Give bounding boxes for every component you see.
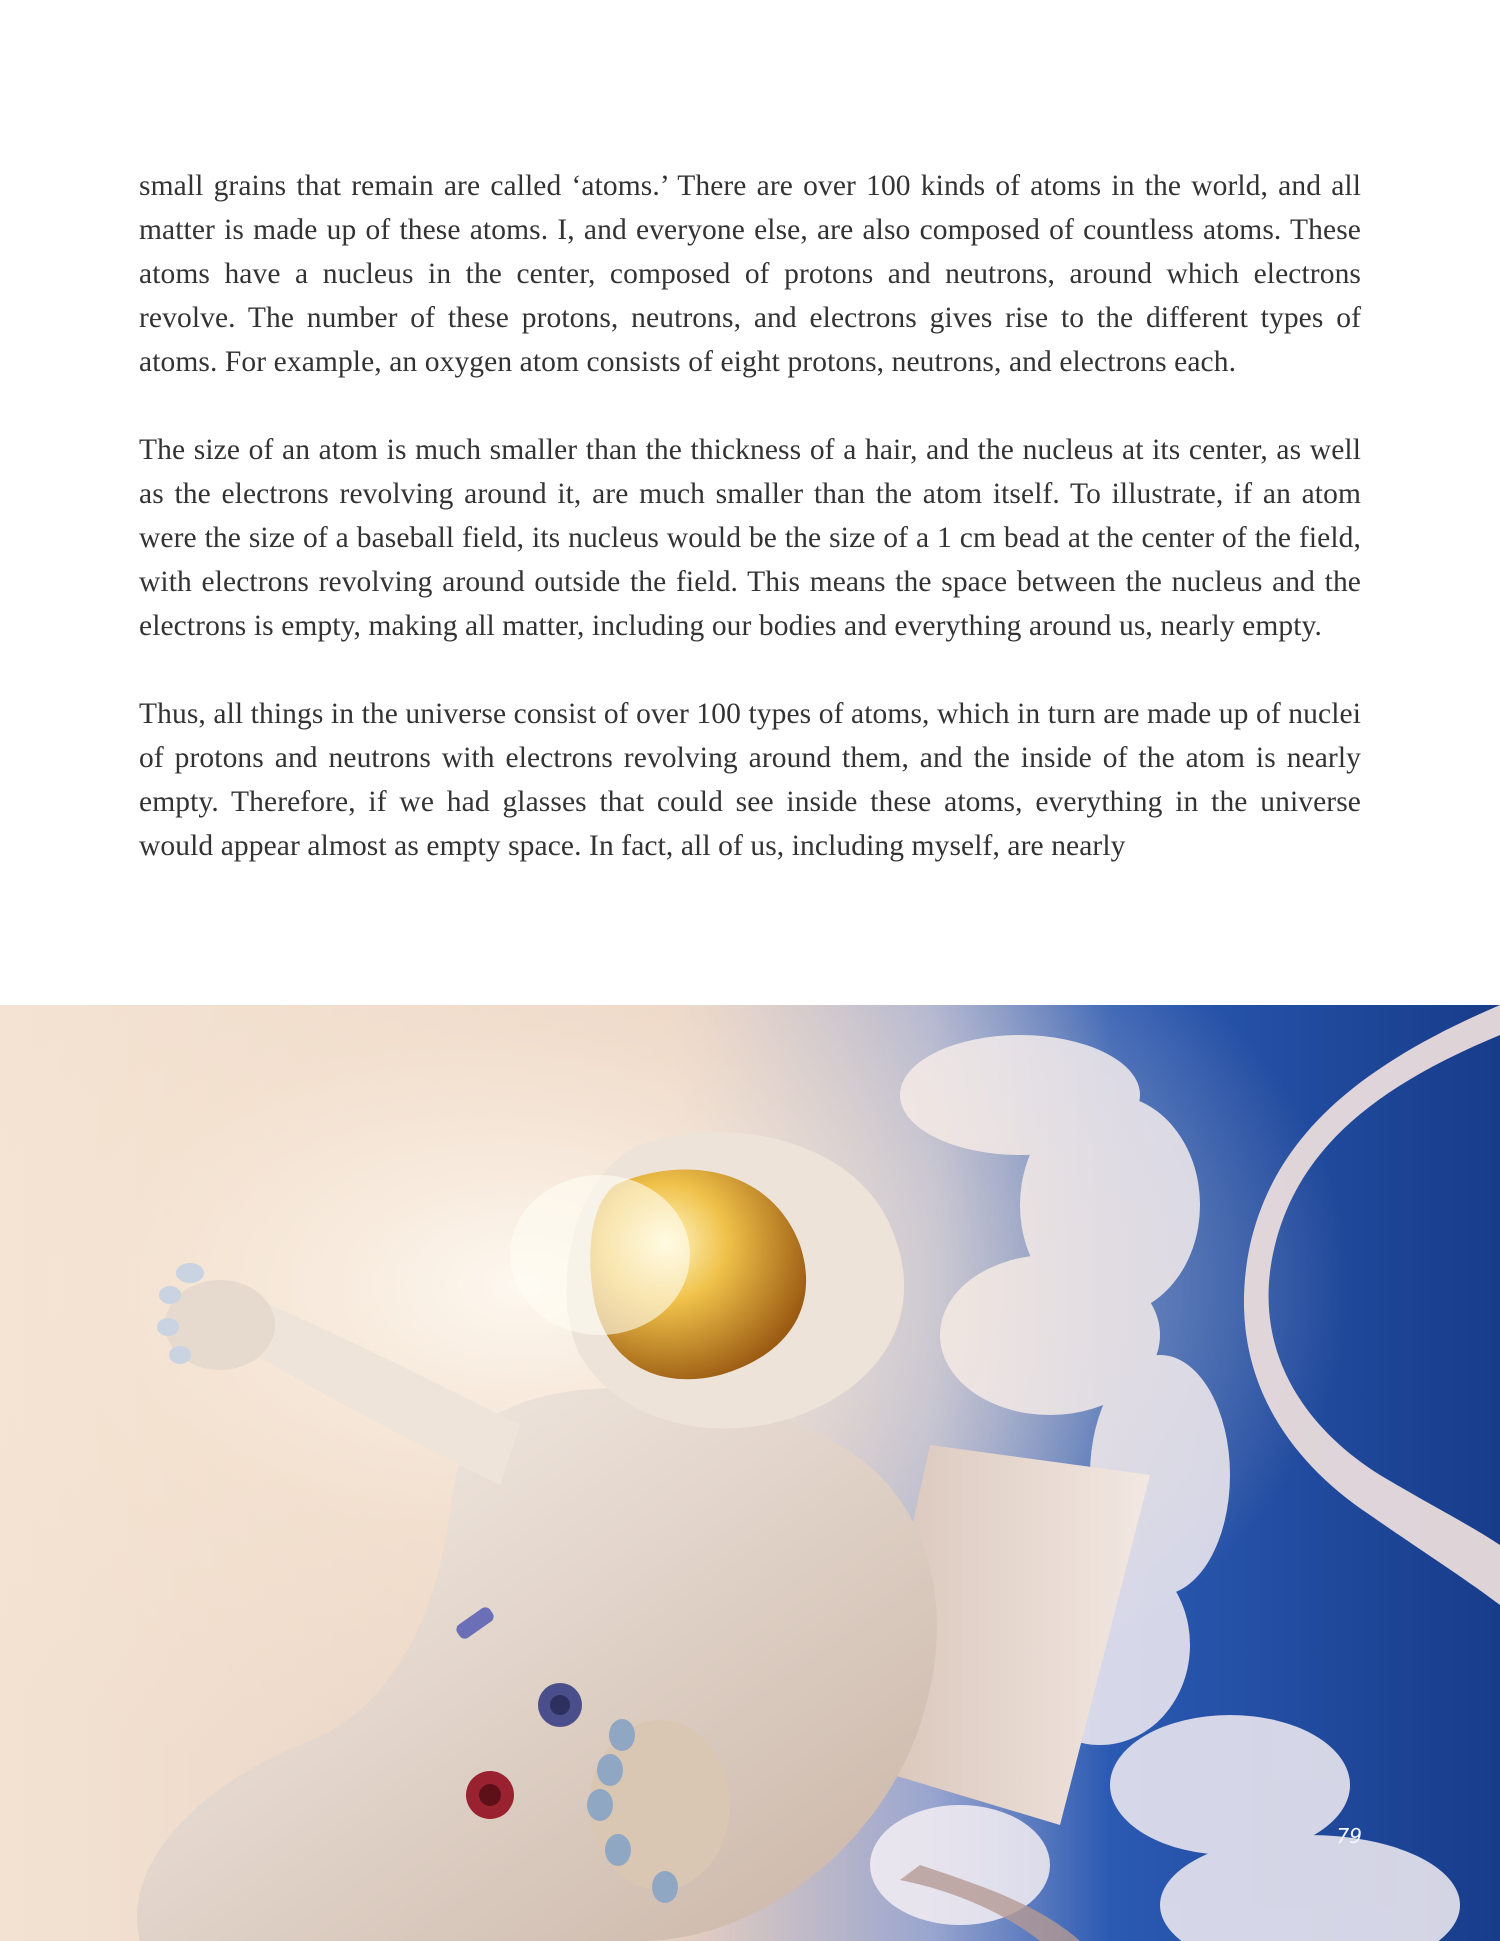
page-number: 79 (1336, 1824, 1362, 1848)
astronaut-photo (0, 1005, 1500, 1941)
visor-flare (510, 1175, 690, 1335)
body-text (139, 164, 1361, 912)
paragraph-3: Thus, all things in the universe consist of over 100 types of atoms, which in turn are made up of nuclei of protons and neutrons with electrons revolving around them, and the inside of the atom is nearly empty. Therefore, if we had glasses that could see inside these atoms, everything in the universe would appear almost as empty space. In fact, all of us, including myself, are nearly (139, 698, 1361, 862)
paragraph-1: small grains that remain are called ‘atoms.’ There are over 100 kinds of atoms in the world, and all matter is made up of these atoms. I, and everyone else, are also composed of countless atoms. These atoms have a nucleus in the center, composed of protons and neutrons, around which electrons revolve. The number of these protons, neutrons, and electrons gives rise to the different types of atoms. For example, an oxygen atom consists of eight protons, neutrons, and electrons each. (139, 170, 1361, 378)
paragraph-2: The size of an atom is much smaller than the thickness of a hair, and the nucleus at its center, as well as the electrons revolving around it, are much smaller than the atom itself. To illustrate, if an atom were the size of a baseball field, its nucleus would be the size of a 1 cm bead at the center of the field, with electrons revolving around outside the field. This means the space between the nucleus and the electrons is empty, making all matter, including our bodies and everything around us, nearly empty. (139, 434, 1361, 642)
